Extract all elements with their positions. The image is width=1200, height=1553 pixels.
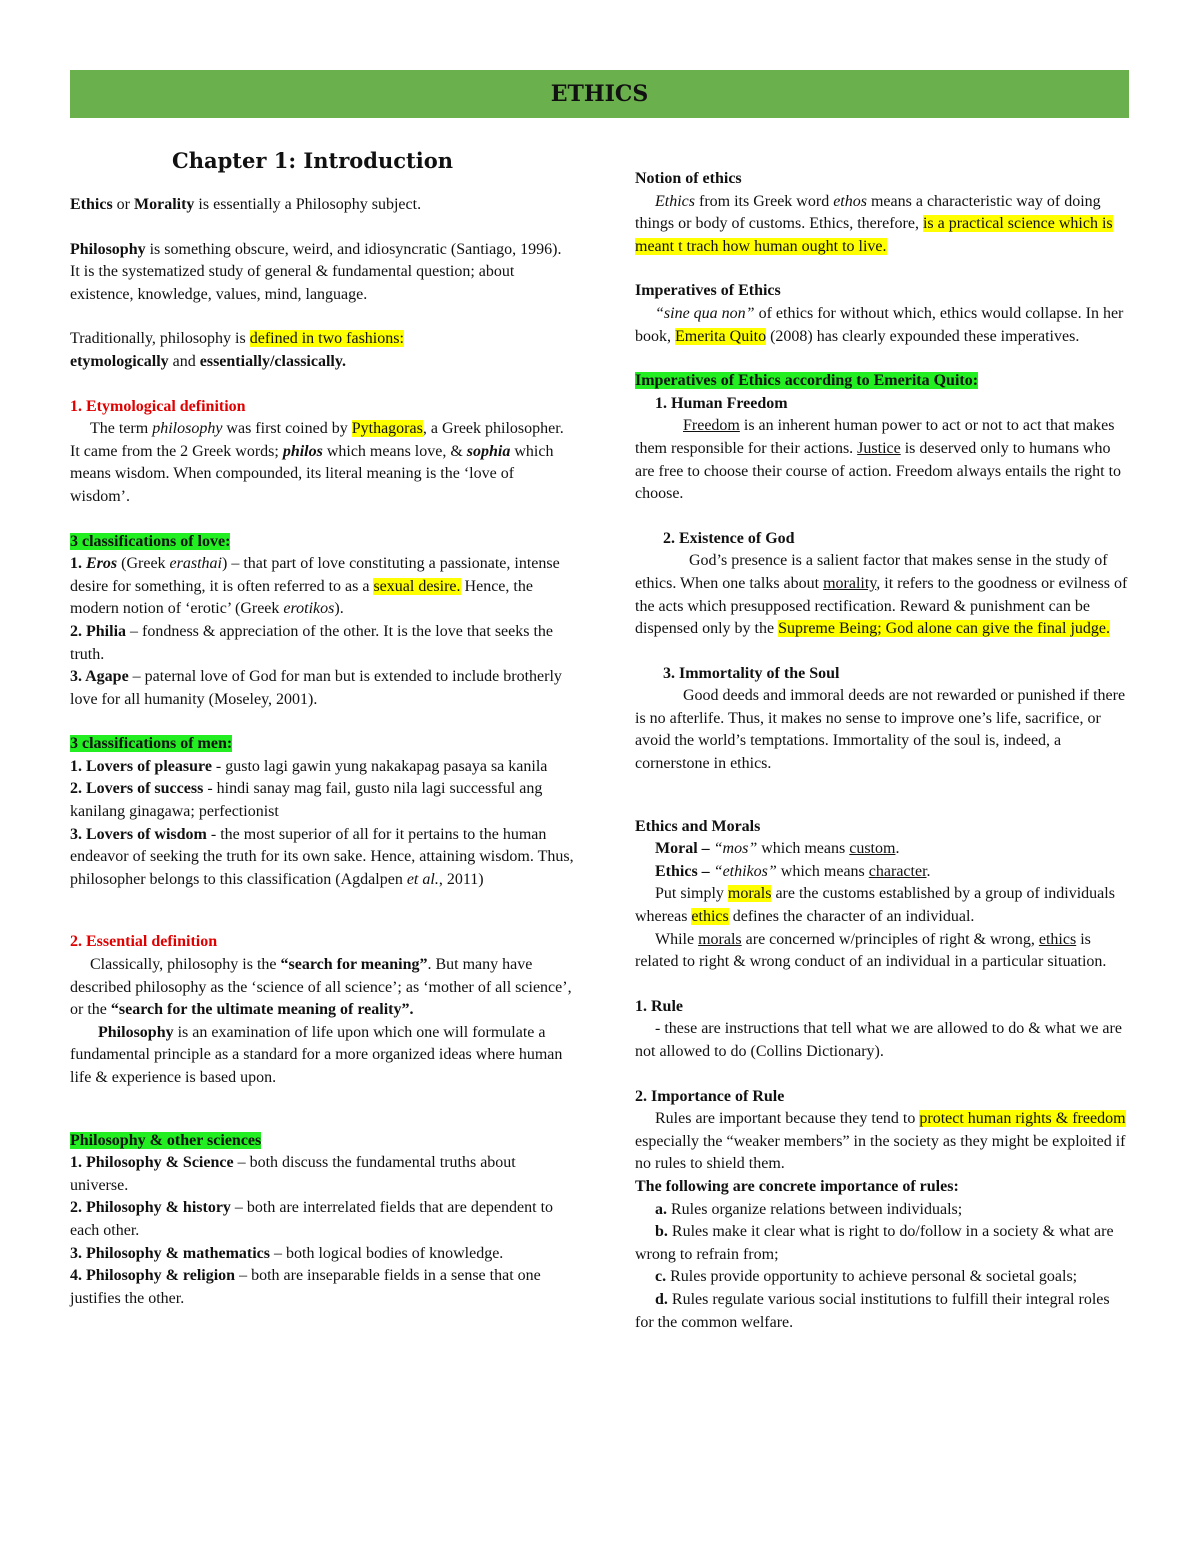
term: “sine qua non” bbox=[655, 304, 755, 322]
text: (2008) has clearly expounded these imperatives. bbox=[766, 327, 1080, 345]
text: - these are instructions that tell what we are allowed to do & what we are not allowed to do (Collins Dictionary). bbox=[635, 1020, 1122, 1060]
text: – both logical bodies of knowledge. bbox=[270, 1244, 504, 1262]
importance-paragraph bbox=[635, 1108, 1130, 1176]
text: 1. Human Freedom bbox=[655, 394, 788, 412]
importance-item bbox=[635, 1266, 1130, 1289]
ethics-morals-paragraph-2 bbox=[635, 929, 1130, 974]
text: – both discuss the fundamental truths about universe. bbox=[70, 1154, 516, 1194]
moral-definition bbox=[635, 838, 1130, 861]
text: Hence, the modern notion of ‘erotic’ (Greek bbox=[70, 577, 533, 618]
text: is an examination of life upon which one will formulate a fundamental principle as a standard for a more organized ideas where human life & experience is based upon. bbox=[70, 1023, 563, 1086]
term: custom bbox=[849, 840, 896, 858]
importance-item bbox=[635, 1289, 1130, 1334]
text: - the most superior of all for it pertains to the human endeavor of seeking the truth for its own sake. Hence, attaining wisdom. Thus, philosopher belongs to this classification (Agdalpen bbox=[70, 825, 574, 888]
highlight: is a practical science which is meant t trach how human ought to live. bbox=[635, 215, 1113, 255]
sciences-item bbox=[70, 1265, 575, 1310]
term-morality: Morality bbox=[134, 196, 195, 213]
importance-item bbox=[635, 1199, 1130, 1222]
text: . bbox=[895, 840, 900, 858]
chapter-title: Chapter 1: Introduction bbox=[172, 148, 453, 173]
imperatives-heading: Imperatives of Ethics bbox=[635, 282, 781, 300]
text: are the customs established by a group of individuals whereas bbox=[635, 885, 1115, 926]
term: Moral – bbox=[655, 840, 714, 858]
term: 2. Philia bbox=[70, 622, 127, 640]
love-item bbox=[70, 621, 575, 666]
text: While bbox=[655, 930, 699, 948]
text: Rules provide opportunity to achieve personal & societal goals; bbox=[666, 1268, 1078, 1286]
page-title: ETHICS bbox=[550, 81, 649, 107]
text: Rules are important because they tend to bbox=[655, 1110, 920, 1128]
text: of ethics for without which, ethics would collapse. In her book, bbox=[635, 304, 1124, 345]
sciences-item bbox=[70, 1152, 575, 1197]
term: 2. Lovers of success bbox=[70, 780, 204, 798]
term: morality bbox=[823, 574, 877, 592]
importance-list-heading: The following are concrete importance of rules: bbox=[635, 1177, 959, 1195]
importance-heading: 2. Importance of Rule bbox=[635, 1087, 785, 1105]
term: Justice bbox=[857, 439, 901, 457]
text: ). bbox=[334, 600, 344, 618]
term: essentially/classically. bbox=[199, 352, 346, 370]
rule-paragraph bbox=[635, 1018, 1130, 1063]
list-marker: b. bbox=[655, 1223, 668, 1241]
term-philosophy: Philosophy bbox=[70, 240, 146, 258]
men-item bbox=[70, 824, 575, 892]
term: Freedom bbox=[683, 417, 740, 435]
term: “mos” bbox=[713, 840, 758, 858]
text: and bbox=[168, 352, 200, 370]
text: Classically, philosophy is the bbox=[90, 956, 281, 974]
etymological-heading: 1. Etymological definition bbox=[70, 397, 246, 415]
highlight: ethics bbox=[691, 908, 729, 926]
term: Philosophy bbox=[98, 1023, 174, 1041]
freedom-title bbox=[635, 393, 1130, 416]
men-heading: 3 classifications of men: bbox=[70, 735, 233, 753]
text: especially the “weaker members” in the society as they might be exploited if no rules to shield them. bbox=[635, 1132, 1126, 1173]
sciences-item bbox=[70, 1243, 575, 1266]
text: Traditionally, philosophy is bbox=[70, 330, 250, 348]
text: , 2011) bbox=[438, 870, 484, 888]
term: ethics bbox=[1038, 930, 1077, 948]
term: 2. Philosophy & history bbox=[70, 1199, 231, 1217]
text: was first coined by bbox=[222, 420, 352, 438]
text: - hindi sanay mag fail, gusto nila lagi successful ang kanilang ginagawa; perfectionist bbox=[70, 780, 543, 821]
text: is deserved only to humans who are free to choose their course of action. Freedom always entails the right to choose. bbox=[635, 439, 1122, 503]
term: “search for meaning” bbox=[280, 956, 428, 974]
text: means a characteristic way of doing things or body of customs. Ethics, therefore, bbox=[635, 192, 1101, 233]
term: etymologically bbox=[70, 352, 169, 370]
ethics-morals-paragraph bbox=[635, 883, 1130, 928]
text: - gusto lagi gawin yung nakakapag pasaya sa kanila bbox=[211, 757, 548, 775]
love-item bbox=[70, 666, 575, 711]
highlight: sexual desire. bbox=[373, 577, 461, 595]
text: ) – that part of love constituting a passionate, intense desire for something, it is often referred to as a bbox=[70, 555, 560, 595]
term: 3. Agape bbox=[70, 668, 129, 686]
title-banner bbox=[70, 70, 1129, 118]
text: , it refers to the goodness or evilness of the acts which presupposed rectification. Reward & punishment can be dispensed only by the bbox=[635, 574, 1128, 638]
text: defines the character of an individual. bbox=[728, 908, 975, 926]
freedom-paragraph bbox=[635, 415, 1130, 505]
term: 3. Philosophy & mathematics bbox=[70, 1244, 270, 1262]
right-column bbox=[635, 168, 1130, 1334]
traditional-paragraph bbox=[70, 328, 575, 373]
term: erotikos bbox=[283, 600, 335, 618]
text: which means wisdom. When compounded, its literal meaning is the ‘love of wisdom’. bbox=[70, 442, 554, 505]
text: , a Greek philosopher. It came from the 2 Greek words; bbox=[70, 420, 564, 460]
text: which means bbox=[776, 862, 869, 880]
notion-paragraph bbox=[635, 191, 1130, 259]
text: from its Greek word bbox=[695, 192, 834, 210]
text: 2. Existence of God bbox=[663, 529, 795, 547]
text: The term bbox=[90, 420, 153, 438]
philosophy-paragraph bbox=[70, 239, 575, 307]
term: Eros bbox=[86, 555, 118, 573]
essential-paragraph-2 bbox=[70, 1022, 575, 1090]
essential-paragraph bbox=[70, 954, 575, 1022]
term: 1. Philosophy & Science bbox=[70, 1154, 234, 1172]
etymological-paragraph bbox=[70, 418, 575, 508]
highlight: Pythagoras bbox=[351, 420, 423, 438]
soul-title bbox=[635, 663, 1130, 686]
text: et al. bbox=[406, 870, 439, 888]
text: Rules regulate various social institutions to fulfill their integral roles for the common welfare. bbox=[635, 1290, 1110, 1331]
list-marker: d. bbox=[655, 1290, 668, 1308]
term: ethos bbox=[833, 192, 867, 210]
essential-heading: 2. Essential definition bbox=[70, 933, 218, 951]
term: philosophy bbox=[152, 420, 223, 438]
text: . bbox=[926, 862, 931, 880]
text: or bbox=[112, 196, 134, 213]
notion-heading: Notion of ethics bbox=[635, 170, 742, 187]
text: – fondness & appreciation of the other. It is the love that seeks the truth. bbox=[70, 622, 554, 663]
text: – both are interrelated fields that are dependent to each other. bbox=[70, 1199, 554, 1239]
text: Put simply bbox=[655, 885, 728, 903]
highlight: defined in two fashions: bbox=[249, 330, 404, 348]
ethics-morals-heading: Ethics and Morals bbox=[635, 817, 761, 835]
term: 3. Lovers of wisdom bbox=[70, 825, 207, 843]
sciences-heading: Philosophy & other sciences bbox=[70, 1131, 262, 1149]
men-item bbox=[70, 778, 575, 823]
god-title bbox=[635, 528, 1130, 551]
text: Rules make it clear what is right to do/follow in a society & what are wrong to refrain from; bbox=[635, 1223, 1114, 1263]
text: is related to right & wrong conduct of an individual in a particular situation. bbox=[635, 930, 1107, 971]
men-item bbox=[70, 756, 575, 779]
term: character bbox=[868, 862, 927, 880]
term: 1. Lovers of pleasure bbox=[70, 757, 212, 775]
text: Rules organize relations between individuals; bbox=[667, 1200, 963, 1218]
quito-heading: Imperatives of Ethics according to Emerita Quito: bbox=[635, 372, 979, 390]
term: 4. Philosophy & religion bbox=[70, 1267, 236, 1285]
term: “ethikos” bbox=[713, 862, 777, 880]
text: God’s presence is a salient factor that makes sense in the study of ethics. When one talks about bbox=[635, 552, 1108, 592]
list-marker: c. bbox=[655, 1268, 667, 1286]
text: . But many have described philosophy as the ‘science of all science’; as ‘mother of all science’, or the bbox=[70, 956, 572, 1019]
text: (Greek bbox=[117, 555, 170, 573]
rule-heading: 1. Rule bbox=[635, 997, 683, 1015]
text: is an inherent human power to act or not to act that makes them responsible for their actions. bbox=[635, 417, 1115, 457]
term: morals bbox=[698, 930, 742, 948]
ethics-definition bbox=[635, 861, 1130, 884]
highlight: protect human rights & freedom bbox=[919, 1110, 1126, 1128]
term: Ethics bbox=[655, 192, 695, 210]
text: 1. bbox=[70, 555, 86, 573]
list-marker: a. bbox=[655, 1200, 667, 1218]
text: is essentially a Philosophy subject. bbox=[194, 196, 422, 213]
text: – both are inseparable fields in a sense that one justifies the other. bbox=[70, 1267, 541, 1307]
text: which means bbox=[757, 840, 850, 858]
term-ethics: Ethics bbox=[70, 196, 113, 213]
importance-item bbox=[635, 1221, 1130, 1266]
text: – paternal love of God for man but is extended to include brotherly love for all humanity (Moseley, 2001). bbox=[70, 668, 562, 708]
text: Good deeds and immoral deeds are not rewarded or punished if there is no afterlife. Thus, it makes no sense to improve one’s life, sacrifice, or avoid the world’s temptations. Immortality of the soul is, indeed, a cornerstone in ethics. bbox=[635, 687, 1126, 773]
love-item bbox=[70, 553, 575, 621]
term: Ethics – bbox=[655, 862, 714, 880]
sciences-item bbox=[70, 1197, 575, 1242]
god-paragraph bbox=[635, 550, 1130, 640]
intro-paragraph bbox=[70, 194, 575, 217]
left-column bbox=[70, 146, 575, 1310]
imperatives-paragraph bbox=[635, 303, 1130, 348]
text: 3. Immortality of the Soul bbox=[663, 664, 840, 682]
term: sophia bbox=[466, 442, 511, 460]
text: is something obscure, weird, and idiosyncratic (Santiago, 1996). It is the systematized study of general & fundamental question; about existence, knowledge, values, mind, language. bbox=[70, 240, 562, 303]
highlight: morals bbox=[727, 885, 772, 903]
text: are concerned w/principles of right & wrong, bbox=[741, 930, 1039, 948]
text: which means love, & bbox=[322, 442, 467, 460]
term: erasthai bbox=[169, 555, 222, 573]
highlight: Supreme Being; God alone can give the final judge. bbox=[778, 620, 1110, 638]
soul-paragraph bbox=[635, 685, 1130, 775]
term: “search for the ultimate meaning of reality”. bbox=[110, 1001, 414, 1019]
love-heading: 3 classifications of love: bbox=[70, 532, 231, 550]
highlight: Emerita Quito bbox=[675, 327, 767, 345]
term: philos bbox=[282, 442, 323, 460]
